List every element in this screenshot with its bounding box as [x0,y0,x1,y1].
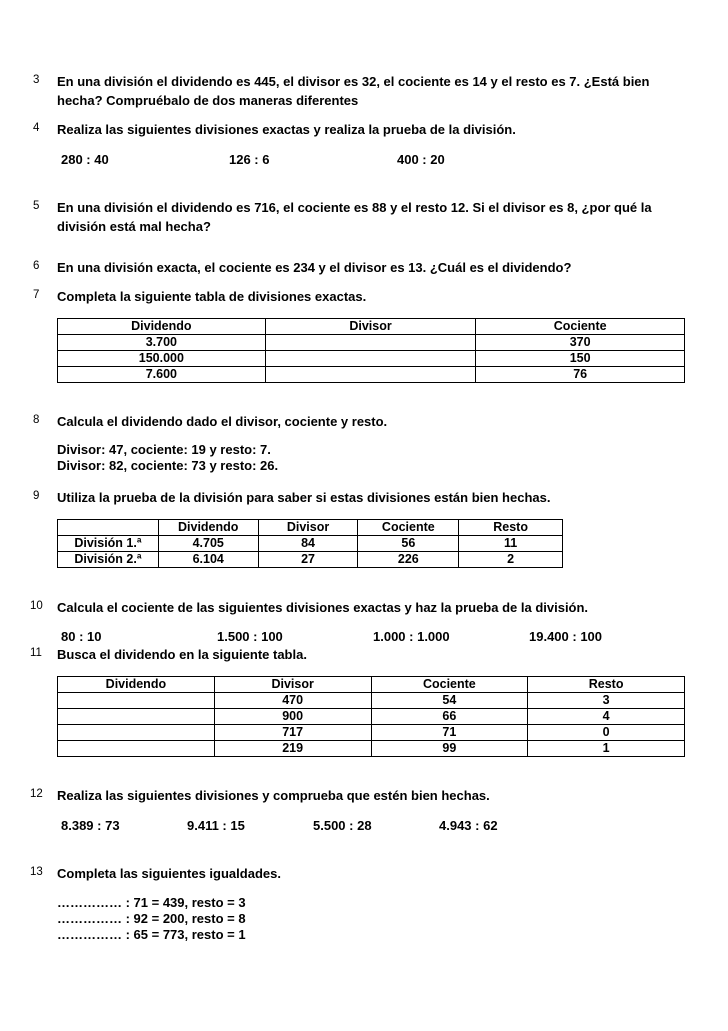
question-number: 13 [30,866,43,878]
table-cell: 150 [476,351,685,367]
table-cell: 226 [358,552,459,568]
question-number: 5 [33,200,40,212]
table-row [58,536,563,552]
header-cell [58,520,159,536]
table-header-row [58,319,685,335]
exact-division-table [57,318,685,383]
header-cell: Divisor [214,677,371,693]
division-item: 80 : 10 [61,629,102,644]
data-line: Divisor: 47, cociente: 19 y resto: 7. [57,442,271,457]
header-cell: Dividendo [158,520,258,536]
question-number: 4 [33,122,40,134]
table-cell: 150.000 [58,351,266,367]
question-text: En una división el dividendo es 445, el divisor es 32, el cociente es 14 y el resto es 7. ¿Está bien [57,74,650,89]
table-cell [58,741,215,757]
table-cell: 84 [258,536,358,552]
question-text: En una división exacta, el cociente es 234 y el divisor es 13. ¿Cuál es el dividendo? [57,260,572,275]
question-number: 11 [30,647,42,659]
table-cell [265,367,476,383]
table-cell [265,351,476,367]
question-number: 8 [33,414,40,426]
table-row [58,709,685,725]
question-text: Calcula el dividendo dado el divisor, cociente y resto. [57,414,388,429]
header-cell: Cociente [371,677,528,693]
table-cell: 54 [371,693,528,709]
question-number: 6 [33,260,40,272]
division-item: 1.000 : 1.000 [373,629,450,644]
table-cell: 1 [528,741,685,757]
table-cell: 76 [476,367,685,383]
table-header-row [58,520,563,536]
question-text: Completa la siguiente tabla de divisiones exactas. [57,289,367,304]
table-cell: 11 [459,536,563,552]
table-row [58,335,685,351]
question-text: En una división el dividendo es 716, el cociente es 88 y el resto 12. Si el divisor es 8, ¿por qué la [57,200,652,215]
header-cell: Divisor [265,319,476,335]
table-cell: 900 [214,709,371,725]
question-number: 12 [30,788,43,800]
header-cell: Dividendo [58,319,266,335]
row-label: División 2.ª [58,552,159,568]
table-row [58,367,685,383]
table-cell: 717 [214,725,371,741]
table-cell: 66 [371,709,528,725]
table-cell: 99 [371,741,528,757]
table-cell: 6.104 [158,552,258,568]
table-row [58,725,685,741]
question-number: 3 [33,74,40,86]
division-item: 9.411 : 15 [187,818,245,833]
division-item: 4.943 : 62 [439,818,498,833]
question-number: 9 [33,490,40,502]
equation-line: …………… : 65 = 773, resto = 1 [57,927,246,942]
table-cell: 0 [528,725,685,741]
dividend-table [57,676,685,757]
header-cell: Dividendo [58,677,215,693]
table-cell [265,335,476,351]
equation-line: …………… : 92 = 200, resto = 8 [57,911,246,926]
division-item: 5.500 : 28 [313,818,372,833]
division-check-table [57,519,563,568]
table-cell: 370 [476,335,685,351]
question-number: 10 [30,600,43,612]
question-text: Busca el dividendo en la siguiente tabla. [57,647,307,662]
table-cell: 3 [528,693,685,709]
table-cell [58,693,215,709]
division-item: 19.400 : 100 [529,629,603,644]
header-cell: Divisor [258,520,358,536]
division-item: 1.500 : 100 [217,629,283,644]
table-cell: 219 [214,741,371,757]
question-text: hecha? Compruébalo de dos maneras diferentes [57,93,359,108]
row-label: División 1.ª [58,536,159,552]
table-cell: 71 [371,725,528,741]
division-item: 8.389 : 73 [61,818,120,833]
table-cell: 27 [258,552,358,568]
table-cell: 4.705 [158,536,258,552]
table-cell: 56 [358,536,459,552]
division-item: 126 : 6 [229,152,270,167]
table-cell [58,709,215,725]
question-number: 7 [33,289,40,301]
header-cell: Cociente [358,520,459,536]
table-row [58,741,685,757]
header-cell: Cociente [476,319,685,335]
question-text: Utiliza la prueba de la división para saber si estas divisiones están bien hechas. [57,490,551,505]
table-cell [58,725,215,741]
data-line: Divisor: 82, cociente: 73 y resto: 26. [57,458,279,473]
question-text: Completa las siguientes igualdades. [57,866,281,881]
table-cell: 4 [528,709,685,725]
header-cell: Resto [459,520,563,536]
division-item: 280 : 40 [61,152,109,167]
question-text: Calcula el cociente de las siguientes divisiones exactas y haz la prueba de la división. [57,600,589,615]
table-cell: 7.600 [58,367,266,383]
division-item: 400 : 20 [397,152,445,167]
question-text: Realiza las siguientes divisiones exactas y realiza la prueba de la división. [57,122,516,137]
table-row [58,552,563,568]
table-cell: 2 [459,552,563,568]
table-row [58,693,685,709]
table-cell: 3.700 [58,335,266,351]
question-text: división está mal hecha? [57,219,211,234]
question-text: Realiza las siguientes divisiones y comprueba que estén bien hechas. [57,788,490,803]
header-cell: Resto [528,677,685,693]
table-cell: 470 [214,693,371,709]
table-row [58,351,685,367]
equation-line: …………… : 71 = 439, resto = 3 [57,895,246,910]
table-header-row [58,677,685,693]
